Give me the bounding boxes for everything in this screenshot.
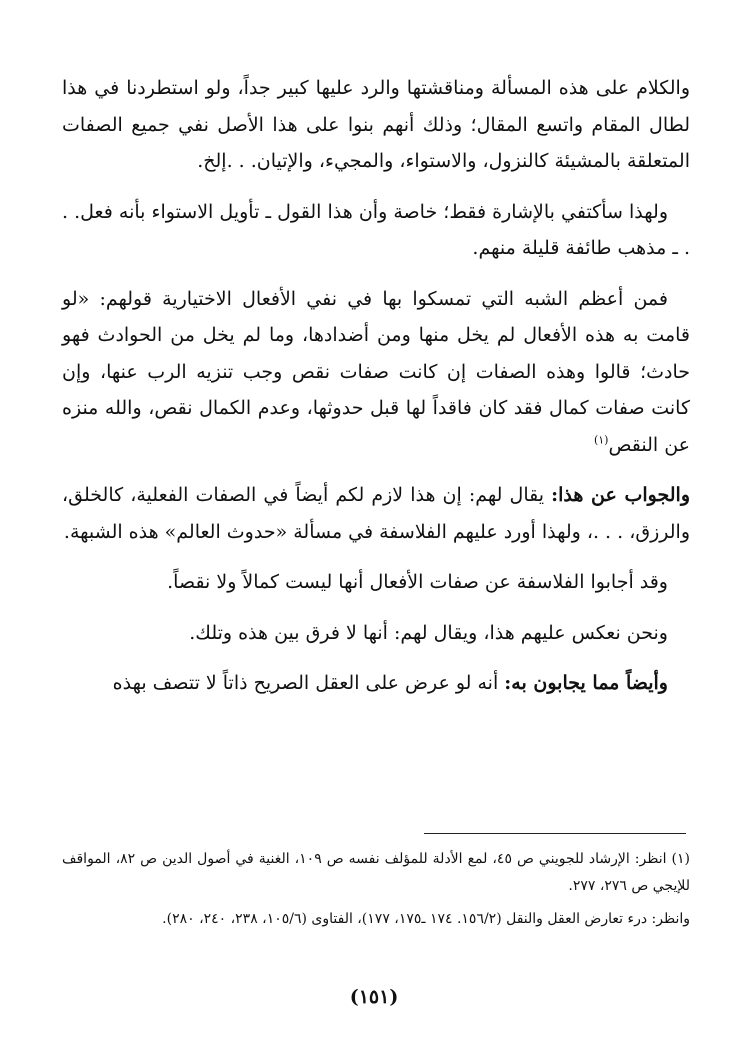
footnote-divider — [424, 833, 686, 834]
also-lead-heading: وأيضاً مما يجابون به: — [504, 672, 668, 694]
paragraph-4-text: يقال لهم: إن هذا لازم لكم أيضاً في الصفات الفعلية، كالخلق، والرزق، . . .، ولهذا أورد عليهم الفلاسفة في مسألة «حدوث العالم» هذه الشبهة. — [62, 484, 690, 543]
page-body — [62, 70, 690, 716]
paragraph-2: ولهذا سأكتفي بالإشارة فقط؛ خاصة وأن هذا القول ـ تأويل الاستواء بأنه فعل. . . ـ مذهب طائفة قليلة منهم. — [62, 200, 690, 259]
paragraph-6: ونحن نعكس عليهم هذا، ويقال لهم: أنها لا فرق بين هذه وتلك. — [189, 621, 668, 644]
paragraph-5: وقد أجابوا الفلاسفة عن صفات الأفعال أنها ليست كمالاً ولا نقصاً. — [167, 571, 668, 593]
footnote-1: (١) انظر: الإرشاد للجويني ص ٤٥، لمع الأدلة للمؤلف نفسه ص ١٠٩، الغنية في أصول الدين ص ٨٢، المواقف للإيجي ص ٢٧٦، ٢٧٧. — [62, 851, 690, 894]
page-number: (١٥١) — [349, 986, 399, 1008]
paragraph-1: والكلام على هذه المسألة ومناقشتها والرد عليها كبير جداً، ولو استطردنا في هذا لطال المقام واتسع المقال؛ وذلك أنهم بنوا على هذا الأصل نفي جميع الصفات المتعلقة بالمشيئة كالنزول، والاستواء، والمجيء، والإتيان. . .إلخ. — [62, 77, 690, 172]
answer-lead-heading: والجواب عن هذا: — [551, 484, 690, 506]
paragraph-3-text: فمن أعظم الشبه التي تمسكوا بها في نفي الأفعال الاختيارية قولهم: «لو قامت به هذه الأفعال لم يخل منها ومن أضدادها، وما لم يخل من الحوادث فهو حادث؛ قالوا وهذه الصفات إن كانت صفات نقص وجب تنزيه الرب عنها، وإن كانت صفات كمال فقد كان فاقداً لها قبل حدوثها، وعدم الكمال نقص، والله منزه عن النقص — [62, 287, 690, 456]
paragraph-7-text: أنه لو عرض على العقل الصريح ذاتاً لا تتصف بهذه — [112, 672, 505, 694]
footnote-reference: (١) — [593, 433, 609, 447]
footnotes — [62, 846, 690, 939]
paragraph-3 — [62, 281, 690, 464]
footnote-2: وانظر: درء تعارض العقل والنقل (١٥٦/٢. ١٧٤ ـ١٧٥، ١٧٧)، الفتاوى (١٠٥/٦، ٢٣٨، ٢٤٠، ٢٨٠). — [162, 911, 690, 927]
paragraph-4 — [62, 477, 690, 550]
paragraph-7 — [62, 665, 690, 702]
